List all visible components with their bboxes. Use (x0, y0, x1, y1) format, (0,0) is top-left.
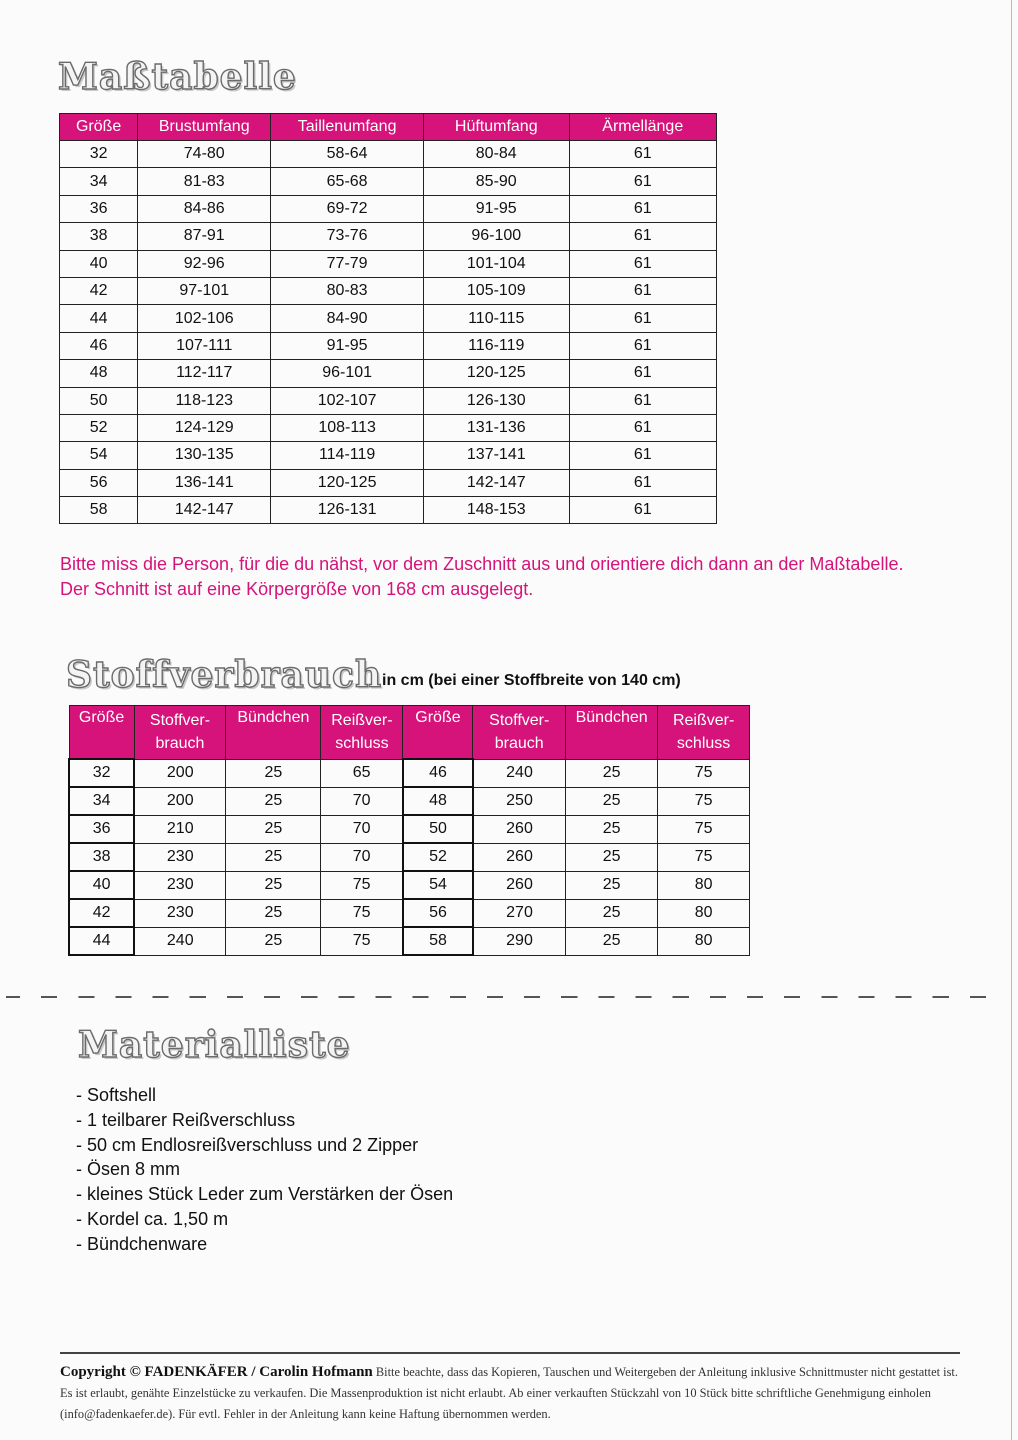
measurement-row (60, 277, 717, 304)
measurement-cell: 84-90 (271, 305, 424, 332)
fabric-cell: 50 (403, 815, 473, 843)
measurement-note-line-2: Der Schnitt ist auf eine Körpergröße von 168 cm ausgelegt. (60, 579, 534, 599)
fabric-column-header (403, 706, 473, 760)
measurement-row (60, 360, 717, 387)
fabric-column-header-line-1: Stoffver- (489, 712, 550, 730)
measurement-row (60, 414, 717, 441)
measurement-cell: 48 (60, 360, 138, 387)
fabric-column-header (69, 706, 134, 760)
measurement-cell: 142-147 (138, 497, 271, 524)
fabric-column-header-line-1: Stoffver- (149, 712, 211, 730)
fabric-cell: 25 (566, 787, 658, 815)
fabric-cell: 70 (321, 843, 403, 871)
fabric-column-header (226, 706, 321, 760)
fabric-column-header-line-1: Größe (415, 709, 461, 726)
footer (60, 1362, 960, 1425)
measurement-cell: 91-95 (423, 195, 569, 222)
fabric-cell: 75 (321, 871, 403, 899)
measurement-cell: 56 (60, 469, 138, 496)
measurement-cell: 61 (569, 223, 716, 250)
measurement-cell: 96-100 (423, 223, 569, 250)
fabric-row (69, 899, 750, 927)
measurement-row (60, 469, 717, 496)
measurement-cell: 42 (60, 277, 138, 304)
material-item: - Softshell (76, 1085, 157, 1105)
fabric-row (69, 787, 750, 815)
measurement-row (60, 442, 717, 469)
fabric-cell: 44 (69, 927, 134, 955)
fabric-table-body (69, 759, 750, 955)
measurement-cell: 74-80 (138, 141, 271, 168)
fabric-cell: 36 (69, 815, 134, 843)
fabric-cell: 270 (473, 899, 566, 927)
fabric-cell: 34 (69, 787, 134, 815)
measurement-cell: 108-113 (271, 414, 424, 441)
fabric-cell: 70 (321, 787, 403, 815)
measurement-cell: 36 (60, 195, 138, 222)
measurement-cell: 114-119 (271, 442, 424, 469)
fabric-cell: 210 (134, 815, 226, 843)
fabric-cell: 25 (226, 871, 321, 899)
material-item: - Ösen 8 mm (76, 1159, 181, 1180)
fabric-cell: 56 (403, 899, 473, 927)
measurement-row (60, 387, 717, 414)
measurement-cell: 120-125 (423, 360, 569, 387)
fabric-column-header-line-2: brauch (494, 735, 544, 753)
measurement-cell: 61 (569, 497, 716, 524)
fabric-cell: 260 (473, 843, 566, 871)
fabric-cell: 260 (473, 871, 566, 899)
measurement-table (59, 113, 717, 524)
footer-text: Bitte beachte, dass das Kopieren, Tauschen und Weitergeben der Anleitung inklusive Schnittmuster nicht gestattet ist. Es ist erlaubt, genähte Einzelstücke zu verkaufen. Die Massenproduktion ist nicht erlaubt. Ab einer verkauften Stückzahl von 10 Stück bitte schriftliche Genehmigung einholen (info@fadenkaefer.de). Für evtl. Fehler in der Anleitung kann keine Haftung übernommen werden. (60, 1365, 958, 1421)
measurement-cell: 136-141 (138, 469, 271, 496)
measurement-cell: 97-101 (138, 277, 271, 304)
fabric-column-header-line-2: brauch (155, 735, 205, 753)
measurement-cell: 96-101 (271, 360, 424, 387)
material-item: - Kordel ca. 1,50 m (76, 1208, 229, 1229)
measurement-cell: 58 (60, 497, 138, 524)
measurement-cell: 142-147 (423, 469, 569, 496)
measurement-cell: 102-107 (271, 387, 424, 414)
fabric-column-header (134, 706, 226, 760)
measurement-cell: 61 (569, 360, 716, 387)
measurement-cell: 118-123 (138, 387, 271, 414)
measurement-row (60, 223, 717, 250)
fabric-cell: 54 (403, 871, 473, 899)
measurement-column-header: Taillenumfang (271, 114, 424, 141)
fabric-column-header (566, 706, 658, 760)
fabric-cell: 25 (566, 759, 658, 787)
fabric-table (68, 705, 750, 956)
measurement-column-header: Ärmellänge (569, 114, 716, 141)
measurement-heading: Maßtabelle (58, 56, 297, 98)
measurement-cell: 91-95 (271, 332, 424, 359)
measurement-cell: 54 (60, 442, 138, 469)
measurement-cell: 52 (60, 414, 138, 441)
measurement-cell: 69-72 (271, 195, 424, 222)
fabric-cell: 38 (69, 843, 134, 871)
measurement-note (60, 552, 903, 602)
measurement-cell: 77-79 (271, 250, 424, 277)
fabric-cell: 80 (658, 927, 750, 955)
fabric-cell: 46 (403, 759, 473, 787)
measurement-cell: 101-104 (423, 250, 569, 277)
fabric-cell: 25 (226, 843, 321, 871)
material-item: - 50 cm Endlosreißverschluss und 2 Zipper (76, 1134, 419, 1155)
fabric-cell: 75 (658, 815, 750, 843)
measurement-column-header: Hüftumfang (423, 114, 569, 141)
fabric-row (69, 815, 750, 843)
fabric-cell: 230 (134, 843, 226, 871)
measurement-cell: 126-131 (271, 497, 424, 524)
fabric-cell: 80 (658, 899, 750, 927)
measurement-cell: 110-115 (423, 305, 569, 332)
measurement-cell: 61 (569, 277, 716, 304)
measurement-cell: 130-135 (138, 442, 271, 469)
measurement-row (60, 497, 717, 524)
fabric-row (69, 927, 750, 955)
fabric-column-header (473, 706, 566, 760)
measurement-cell: 131-136 (423, 414, 569, 441)
measurement-cell: 38 (60, 223, 138, 250)
fabric-row (69, 843, 750, 871)
measurement-cell: 46 (60, 332, 138, 359)
fabric-cell: 230 (134, 871, 226, 899)
fabric-row (69, 759, 750, 787)
measurement-cell: 105-109 (423, 277, 569, 304)
measurement-cell: 61 (569, 414, 716, 441)
fabric-column-header-line-1: Bündchen (237, 709, 310, 726)
fabric-cell: 25 (226, 927, 321, 955)
fabric-column-header-line-1: Reißver- (331, 712, 393, 730)
fabric-column-header (321, 706, 403, 760)
measurement-cell: 58-64 (271, 141, 424, 168)
fabric-cell: 25 (226, 759, 321, 787)
fabric-cell: 250 (473, 787, 566, 815)
measurement-cell: 61 (569, 195, 716, 222)
measurement-row (60, 250, 717, 277)
fabric-cell: 25 (226, 899, 321, 927)
fabric-cell: 25 (566, 815, 658, 843)
measurement-cell: 112-117 (138, 360, 271, 387)
fabric-cell: 200 (134, 759, 226, 787)
fabric-cell: 42 (69, 899, 134, 927)
fabric-cell: 290 (473, 927, 566, 955)
measurement-cell: 61 (569, 469, 716, 496)
material-item: - kleines Stück Leder zum Verstärken der Ösen (76, 1184, 454, 1205)
fabric-cell: 25 (566, 871, 658, 899)
fabric-heading: Stoffverbrauch (66, 654, 383, 696)
measurement-cell: 102-106 (138, 305, 271, 332)
measurement-cell: 107-111 (138, 332, 271, 359)
fabric-column-header-line-2: schluss (676, 735, 731, 753)
fabric-column-header (658, 706, 750, 760)
fabric-cell: 32 (69, 759, 134, 787)
measurement-cell: 40 (60, 250, 138, 277)
measurement-cell: 80-84 (423, 141, 569, 168)
measurement-cell: 73-76 (271, 223, 424, 250)
fabric-cell: 75 (658, 787, 750, 815)
measurement-row (60, 168, 717, 195)
footer-copyright: Copyright © FADENKÄFER / Carolin Hofmann (60, 1364, 373, 1380)
fabric-subheading: in cm (bei einer Stoffbreite von 140 cm) (382, 672, 681, 689)
measurement-cell: 61 (569, 387, 716, 414)
measurement-note-line-1: Bitte miss die Person, für die du nähst, vor dem Zuschnitt aus und orientiere dich dann an der Maßtabelle. (60, 554, 904, 574)
cut-line-divider (6, 996, 996, 998)
fabric-cell: 70 (321, 815, 403, 843)
measurement-row (60, 332, 717, 359)
measurement-cell: 34 (60, 168, 138, 195)
measurement-cell: 32 (60, 141, 138, 168)
fabric-cell: 25 (226, 787, 321, 815)
measurement-column-header: Brustumfang (138, 114, 271, 141)
measurement-cell: 65-68 (271, 168, 424, 195)
fabric-cell: 260 (473, 815, 566, 843)
fabric-cell: 48 (403, 787, 473, 815)
measurement-cell: 137-141 (423, 442, 569, 469)
measurement-table-header (60, 114, 717, 141)
measurement-cell: 124-129 (138, 414, 271, 441)
material-item: - 1 teilbarer Reißverschluss (76, 1109, 296, 1130)
fabric-cell: 75 (658, 843, 750, 871)
fabric-cell: 58 (403, 927, 473, 955)
fabric-column-header-line-1: Bündchen (575, 709, 648, 726)
measurement-cell: 61 (569, 305, 716, 332)
measurement-cell: 61 (569, 332, 716, 359)
measurement-cell: 61 (569, 141, 716, 168)
fabric-cell: 240 (134, 927, 226, 955)
measurement-row (60, 141, 717, 168)
fabric-cell: 25 (226, 815, 321, 843)
measurement-cell: 87-91 (138, 223, 271, 250)
fabric-cell: 80 (658, 871, 750, 899)
fabric-row (69, 871, 750, 899)
measurement-cell: 44 (60, 305, 138, 332)
measurement-cell: 81-83 (138, 168, 271, 195)
fabric-column-header-line-2: schluss (335, 735, 389, 753)
fabric-cell: 52 (403, 843, 473, 871)
fabric-cell: 75 (658, 759, 750, 787)
measurement-column-header: Größe (60, 114, 138, 141)
fabric-cell: 40 (69, 871, 134, 899)
measurement-row (60, 195, 717, 222)
fabric-cell: 25 (566, 927, 658, 955)
measurement-cell: 126-130 (423, 387, 569, 414)
fabric-cell: 230 (134, 899, 226, 927)
measurement-cell: 50 (60, 387, 138, 414)
material-item: - Bündchenware (76, 1233, 208, 1254)
fabric-cell: 65 (321, 759, 403, 787)
measurement-cell: 61 (569, 168, 716, 195)
fabric-column-header-line-1: Größe (78, 709, 125, 726)
fabric-cell: 25 (566, 843, 658, 871)
fabric-cell: 75 (321, 899, 403, 927)
fabric-cell: 240 (473, 759, 566, 787)
fabric-cell: 200 (134, 787, 226, 815)
measurement-row (60, 305, 717, 332)
fabric-cell: 75 (321, 927, 403, 955)
fabric-cell: 25 (566, 899, 658, 927)
footer-rule (60, 1352, 960, 1354)
measurement-cell: 84-86 (138, 195, 271, 222)
measurement-cell: 61 (569, 442, 716, 469)
measurement-cell: 92-96 (138, 250, 271, 277)
measurement-cell: 120-125 (271, 469, 424, 496)
measurement-cell: 85-90 (423, 168, 569, 195)
measurement-cell: 80-83 (271, 277, 424, 304)
measurement-cell: 148-153 (423, 497, 569, 524)
material-heading: Materialliste (78, 1024, 351, 1066)
measurement-table-body (60, 141, 717, 524)
fabric-table-header (69, 706, 750, 760)
page-edge (1011, 0, 1012, 1440)
material-list (76, 1083, 453, 1257)
measurement-cell: 61 (569, 250, 716, 277)
fabric-column-header-line-1: Reißver- (672, 712, 735, 730)
measurement-cell: 116-119 (423, 332, 569, 359)
